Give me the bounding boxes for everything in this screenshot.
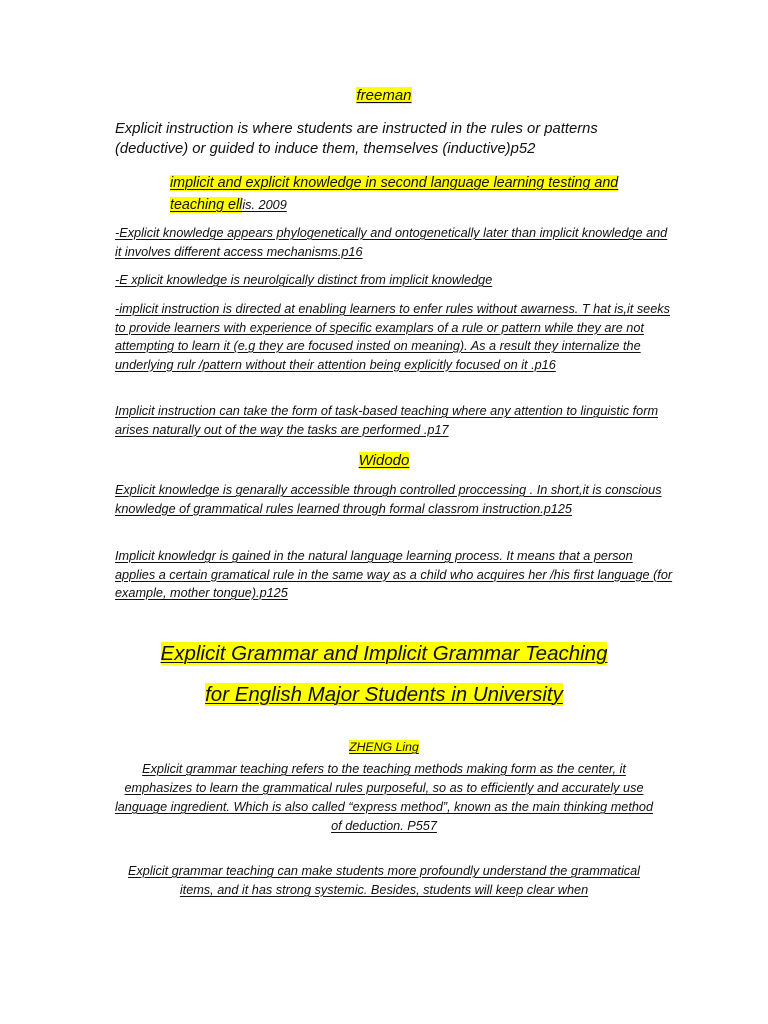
zheng-title-line-2	[0, 681, 768, 709]
widodo-paragraph-2: Implicit knowledgr is gained in the natural language learning process. It means that a person applies a certain gramatical rule in the same way as a child who acquires her /his first language (for example, mother tongue).p125	[115, 549, 673, 600]
ellis-paragraph-4: Implicit instruction can take the form of task-based teaching where any attention to linguistic form arises naturally out of the way the tasks are performed .p17	[115, 404, 659, 437]
freeman-heading	[0, 86, 768, 106]
zheng-author	[0, 738, 768, 756]
zheng-paragraph-2: Explicit grammar teaching can make students more profoundly understand the grammatical items, and it has strong systemic. Besides, students will keep clear when	[128, 864, 640, 897]
zheng-paragraph-1: Explicit grammar teaching refers to the teaching methods making form as the center, it emphasizes to learn the grammatical rules purposeful, so as to efficiently and accurately use language ingredient. Which is also called “express method”, known as the main thinking method of deduction. P557	[114, 762, 654, 833]
freeman-heading-text: freeman	[356, 87, 412, 104]
widodo-heading	[0, 451, 768, 471]
zheng-title-line-1	[0, 640, 768, 668]
widodo-heading-text: Widodo	[358, 452, 410, 469]
ellis-heading-highlighted: implicit and explicit knowledge in second language learning testing and teaching ell	[170, 175, 619, 213]
freeman-paragraph: Explicit instruction is where students are instructed in the rules or patterns (deductive) or guided to induce them, themselves (inductive)p52	[115, 121, 598, 157]
ellis-heading-rest: is. 2009	[242, 198, 287, 212]
ellis-paragraph-2: -E xplicit knowledge is neurolgically distinct from implicit knowledge	[115, 273, 493, 287]
widodo-paragraph-1: Explicit knowledge is genarally accessible through controlled proccessing . In short,it is conscious knowledge of grammatical rules learned through formal classrom instruction.p125	[115, 483, 662, 516]
zheng-title-line-2-text: for English Major Students in University	[205, 683, 563, 706]
ellis-heading	[170, 172, 670, 216]
zheng-title-line-1-text: Explicit Grammar and Implicit Grammar Teaching	[160, 642, 608, 665]
ellis-paragraph-3: -implicit instruction is directed at enabling learners to enfer rules without awarness. T hat is,it seeks to provide learners with experience of specific examplars of a rule or pattern while they are not attempting to learn it (e.g they are focused insted on meaning). As a result they internalize the underlying rulr /pattern without their attention being explicitly focused on it .p16	[115, 302, 670, 372]
zheng-author-text: ZHENG Ling	[349, 740, 419, 754]
ellis-paragraph-1: -Explicit knowledge appears phylogenetically and ontogenetically later than implicit knowledge and it involves different access mechanisms.p16	[115, 226, 668, 259]
